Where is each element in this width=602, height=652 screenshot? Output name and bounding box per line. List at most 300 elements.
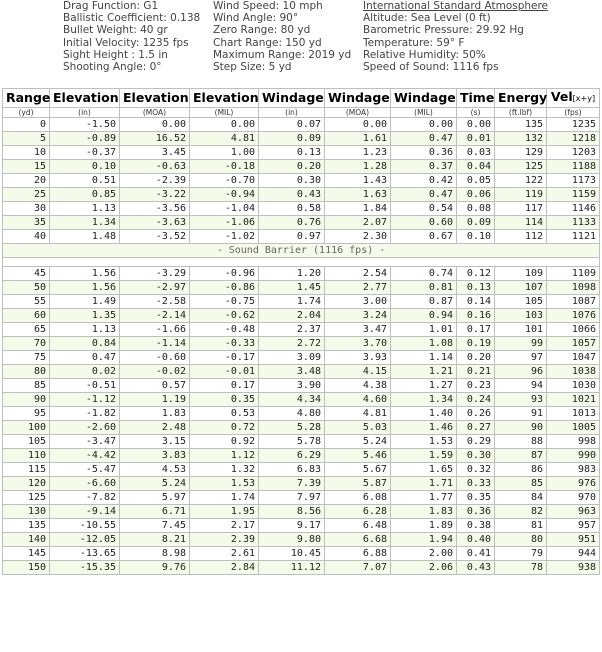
- table-row: [3, 323, 600, 337]
- cell-elevation-moa: -3.22: [120, 188, 190, 202]
- cell-elevation-moa: 5.24: [120, 477, 190, 491]
- cell-velocity: 1005: [547, 421, 600, 435]
- cell-elevation-moa: 0.57: [120, 379, 190, 393]
- unit-windage-in: (in): [259, 108, 325, 118]
- cell-energy: 112: [495, 230, 547, 244]
- cell-time: 0.30: [457, 449, 495, 463]
- cell-elevation-moa: 1.83: [120, 407, 190, 421]
- cell-velocity: 998: [547, 435, 600, 449]
- cell-time: 0.05: [457, 174, 495, 188]
- cell-velocity: 938: [547, 561, 600, 575]
- cell-windage-in: 8.56: [259, 505, 325, 519]
- cell-windage-in: 5.78: [259, 435, 325, 449]
- cell-elevation-mil: 2.17: [190, 519, 259, 533]
- unit-range: (yd): [3, 108, 50, 118]
- cell-windage-mil: 1.21: [391, 365, 457, 379]
- cell-time: 0.10: [457, 230, 495, 244]
- cell-windage-moa: 2.07: [325, 216, 391, 230]
- cell-elevation-in: -0.51: [50, 379, 120, 393]
- cell-windage-mil: 0.94: [391, 309, 457, 323]
- cell-elevation-in: 1.48: [50, 230, 120, 244]
- cell-energy: 88: [495, 435, 547, 449]
- cell-energy: 135: [495, 118, 547, 132]
- table-row: [3, 230, 600, 244]
- cell-elevation-moa: 0.00: [120, 118, 190, 132]
- cell-elevation-moa: 7.45: [120, 519, 190, 533]
- cell-elevation-mil: -0.86: [190, 281, 259, 295]
- cell-elevation-moa: 3.15: [120, 435, 190, 449]
- cell-energy: 82: [495, 505, 547, 519]
- cell-velocity: 1173: [547, 174, 600, 188]
- cell-time: 0.32: [457, 463, 495, 477]
- table-row: [3, 160, 600, 174]
- cell-windage-in: 5.28: [259, 421, 325, 435]
- table-units-row: [3, 108, 600, 118]
- cell-range: 105: [3, 435, 50, 449]
- cell-elevation-mil: 0.53: [190, 407, 259, 421]
- cell-elevation-in: -15.35: [50, 561, 120, 575]
- cell-windage-moa: 1.84: [325, 202, 391, 216]
- header-windage-moa: Windage: [325, 89, 391, 108]
- cell-elevation-mil: 0.17: [190, 379, 259, 393]
- cell-windage-mil: 1.59: [391, 449, 457, 463]
- cell-time: 0.00: [457, 118, 495, 132]
- header-elevation-moa: Elevation: [120, 89, 190, 108]
- cell-elevation-in: -12.05: [50, 533, 120, 547]
- cell-elevation-in: 1.56: [50, 281, 120, 295]
- cell-windage-in: 0.30: [259, 174, 325, 188]
- cell-windage-in: 9.17: [259, 519, 325, 533]
- header-elevation-in: Elevation: [50, 89, 120, 108]
- cell-windage-mil: 1.94: [391, 533, 457, 547]
- cell-elevation-mil: -0.70: [190, 174, 259, 188]
- cell-windage-moa: 5.24: [325, 435, 391, 449]
- cell-time: 0.13: [457, 281, 495, 295]
- cell-elevation-mil: 1.53: [190, 477, 259, 491]
- cell-velocity: 1121: [547, 230, 600, 244]
- cell-velocity: 951: [547, 533, 600, 547]
- table-header-row: [3, 89, 600, 108]
- cell-elevation-in: 0.02: [50, 365, 120, 379]
- unit-elevation-in: (in): [50, 108, 120, 118]
- cell-range: 110: [3, 449, 50, 463]
- unit-elevation-mil: (MIL): [190, 108, 259, 118]
- header-elevation-mil: Elevation: [190, 89, 259, 108]
- table-row: [3, 491, 600, 505]
- cell-windage-moa: 4.81: [325, 407, 391, 421]
- cell-time: 0.06: [457, 188, 495, 202]
- cell-elevation-moa: -0.63: [120, 160, 190, 174]
- cell-windage-in: 3.48: [259, 365, 325, 379]
- drag-function-label: Drag Function: G1: [63, 0, 159, 12]
- table-row: [3, 477, 600, 491]
- cell-energy: 79: [495, 547, 547, 561]
- cell-elevation-moa: -0.60: [120, 351, 190, 365]
- cell-windage-in: 4.34: [259, 393, 325, 407]
- cell-windage-moa: 6.28: [325, 505, 391, 519]
- cell-range: 0: [3, 118, 50, 132]
- cell-elevation-in: -1.50: [50, 118, 120, 132]
- cell-elevation-mil: -1.02: [190, 230, 259, 244]
- cell-elevation-moa: -1.66: [120, 323, 190, 337]
- cell-velocity: 1098: [547, 281, 600, 295]
- cell-elevation-mil: -1.06: [190, 216, 259, 230]
- table-row: [3, 267, 600, 281]
- cell-elevation-in: 1.56: [50, 267, 120, 281]
- cell-windage-mil: 0.36: [391, 146, 457, 160]
- cell-energy: 85: [495, 477, 547, 491]
- atmosphere-link[interactable]: International Standard Atmosphere: [363, 0, 549, 12]
- cell-elevation-in: -1.12: [50, 393, 120, 407]
- cell-windage-mil: 0.54: [391, 202, 457, 216]
- cell-windage-moa: 2.54: [325, 267, 391, 281]
- cell-elevation-moa: 2.48: [120, 421, 190, 435]
- cell-elevation-moa: 9.76: [120, 561, 190, 575]
- cell-elevation-in: 1.35: [50, 309, 120, 323]
- cell-elevation-in: 0.51: [50, 174, 120, 188]
- cell-elevation-mil: 1.00: [190, 146, 259, 160]
- table-row: [3, 216, 600, 230]
- cell-windage-in: 2.37: [259, 323, 325, 337]
- cell-range: 35: [3, 216, 50, 230]
- cell-elevation-in: -4.42: [50, 449, 120, 463]
- cell-velocity: 1021: [547, 393, 600, 407]
- cell-elevation-mil: 0.72: [190, 421, 259, 435]
- cell-windage-in: 3.09: [259, 351, 325, 365]
- cell-windage-in: 3.90: [259, 379, 325, 393]
- cell-windage-in: 2.72: [259, 337, 325, 351]
- cell-windage-mil: 1.27: [391, 379, 457, 393]
- cell-windage-moa: 6.68: [325, 533, 391, 547]
- cell-windage-moa: 1.61: [325, 132, 391, 146]
- cell-elevation-mil: -1.04: [190, 202, 259, 216]
- cell-windage-in: 6.83: [259, 463, 325, 477]
- cell-elevation-moa: 8.98: [120, 547, 190, 561]
- cell-time: 0.24: [457, 393, 495, 407]
- cell-elevation-mil: 0.35: [190, 393, 259, 407]
- spacer-row: [3, 258, 600, 267]
- table-row: [3, 132, 600, 146]
- cell-velocity: 957: [547, 519, 600, 533]
- cell-energy: 86: [495, 463, 547, 477]
- cell-windage-moa: 6.08: [325, 491, 391, 505]
- spacer-cell: [3, 258, 600, 267]
- cell-elevation-moa: -3.63: [120, 216, 190, 230]
- cell-range: 60: [3, 309, 50, 323]
- cell-range: 20: [3, 174, 50, 188]
- table-row: [3, 365, 600, 379]
- cell-windage-mil: 1.40: [391, 407, 457, 421]
- cell-elevation-in: -0.37: [50, 146, 120, 160]
- cell-velocity: 944: [547, 547, 600, 561]
- table-row: [3, 407, 600, 421]
- cell-windage-moa: 5.03: [325, 421, 391, 435]
- unit-velocity: (fps): [547, 108, 600, 118]
- cell-elevation-mil: 0.00: [190, 118, 259, 132]
- cell-windage-mil: 1.77: [391, 491, 457, 505]
- temperature-label: Temperature: 59° F: [363, 36, 465, 49]
- cell-time: 0.12: [457, 267, 495, 281]
- header-windage-mil: Windage: [391, 89, 457, 108]
- cell-elevation-mil: -0.33: [190, 337, 259, 351]
- cell-windage-moa: 5.46: [325, 449, 391, 463]
- cell-elevation-moa: 8.21: [120, 533, 190, 547]
- cell-elevation-moa: 1.19: [120, 393, 190, 407]
- cell-windage-in: 6.29: [259, 449, 325, 463]
- cell-windage-moa: 6.88: [325, 547, 391, 561]
- cell-energy: 99: [495, 337, 547, 351]
- cell-time: 0.20: [457, 351, 495, 365]
- cell-velocity: 1203: [547, 146, 600, 160]
- cell-energy: 94: [495, 379, 547, 393]
- cell-windage-moa: 3.47: [325, 323, 391, 337]
- cell-energy: 84: [495, 491, 547, 505]
- table-row: [3, 393, 600, 407]
- cell-energy: 87: [495, 449, 547, 463]
- ballistics-table: [2, 88, 600, 575]
- unit-elevation-moa: (MOA): [120, 108, 190, 118]
- cell-elevation-in: -6.60: [50, 477, 120, 491]
- zero-range-label: Zero Range: 80 yd: [213, 24, 311, 37]
- cell-energy: 122: [495, 174, 547, 188]
- cell-time: 0.36: [457, 505, 495, 519]
- relative-humidity-label: Relative Humidity: 50%: [363, 48, 486, 61]
- cell-elevation-moa: -2.39: [120, 174, 190, 188]
- altitude-label: Altitude: Sea Level (0 ft): [363, 12, 491, 25]
- table-row: [3, 379, 600, 393]
- cell-range: 25: [3, 188, 50, 202]
- cell-energy: 80: [495, 533, 547, 547]
- cell-windage-in: 0.43: [259, 188, 325, 202]
- cell-windage-mil: 0.87: [391, 295, 457, 309]
- parameters-panel: [0, 0, 602, 88]
- cell-range: 55: [3, 295, 50, 309]
- cell-elevation-in: 1.13: [50, 202, 120, 216]
- table-row: [3, 281, 600, 295]
- cell-range: 135: [3, 519, 50, 533]
- cell-velocity: 963: [547, 505, 600, 519]
- cell-time: 0.04: [457, 160, 495, 174]
- cell-time: 0.38: [457, 519, 495, 533]
- table-row: [3, 202, 600, 216]
- cell-windage-mil: 2.00: [391, 547, 457, 561]
- cell-elevation-moa: 16.52: [120, 132, 190, 146]
- table-row: [3, 295, 600, 309]
- table-row: [3, 435, 600, 449]
- cell-time: 0.35: [457, 491, 495, 505]
- barometric-pressure-label: Barometric Pressure: 29.92 Hg: [363, 24, 524, 37]
- cell-range: 30: [3, 202, 50, 216]
- cell-energy: 91: [495, 407, 547, 421]
- cell-elevation-in: -2.60: [50, 421, 120, 435]
- cell-energy: 125: [495, 160, 547, 174]
- cell-windage-moa: 2.30: [325, 230, 391, 244]
- cell-elevation-moa: 4.53: [120, 463, 190, 477]
- cell-energy: 107: [495, 281, 547, 295]
- cell-windage-in: 0.09: [259, 132, 325, 146]
- cell-elevation-in: 0.84: [50, 337, 120, 351]
- cell-windage-in: 1.45: [259, 281, 325, 295]
- table-row: [3, 351, 600, 365]
- cell-energy: 81: [495, 519, 547, 533]
- cell-elevation-mil: 2.84: [190, 561, 259, 575]
- cell-windage-moa: 5.87: [325, 477, 391, 491]
- range-parameters: [213, 0, 351, 73]
- cell-elevation-in: 0.85: [50, 188, 120, 202]
- cell-energy: 119: [495, 188, 547, 202]
- cell-elevation-mil: -0.48: [190, 323, 259, 337]
- cell-windage-moa: 7.07: [325, 561, 391, 575]
- cell-elevation-in: 0.47: [50, 351, 120, 365]
- maximum-range-label: Maximum Range: 2019 yd: [213, 48, 352, 61]
- table-row: [3, 561, 600, 575]
- cell-windage-mil: 1.89: [391, 519, 457, 533]
- cell-time: 0.23: [457, 379, 495, 393]
- cell-windage-moa: 2.77: [325, 281, 391, 295]
- cell-time: 0.40: [457, 533, 495, 547]
- cell-energy: 132: [495, 132, 547, 146]
- table-row: [3, 309, 600, 323]
- cell-windage-mil: 1.83: [391, 505, 457, 519]
- cell-windage-in: 0.58: [259, 202, 325, 216]
- cell-time: 0.33: [457, 477, 495, 491]
- sound-barrier-label: - Sound Barrier (1116 fps) -: [3, 244, 600, 258]
- cell-elevation-mil: -0.01: [190, 365, 259, 379]
- cell-energy: 97: [495, 351, 547, 365]
- cell-elevation-moa: -3.29: [120, 267, 190, 281]
- wind-angle-label: Wind Angle: 90°: [213, 12, 299, 25]
- cell-velocity: 970: [547, 491, 600, 505]
- cell-elevation-in: -13.65: [50, 547, 120, 561]
- cell-windage-in: 7.39: [259, 477, 325, 491]
- cell-time: 0.14: [457, 295, 495, 309]
- unit-energy: (ft.lbf): [495, 108, 547, 118]
- cell-range: 40: [3, 230, 50, 244]
- header-velocity-label: Vel: [550, 89, 573, 104]
- cell-windage-in: 0.20: [259, 160, 325, 174]
- cell-elevation-in: -9.14: [50, 505, 120, 519]
- header-velocity-sub: [x+y]: [572, 94, 596, 103]
- cell-windage-mil: 1.46: [391, 421, 457, 435]
- cell-windage-mil: 1.08: [391, 337, 457, 351]
- cell-windage-mil: 1.53: [391, 435, 457, 449]
- cell-velocity: 976: [547, 477, 600, 491]
- cell-time: 0.27: [457, 421, 495, 435]
- cell-windage-mil: 0.67: [391, 230, 457, 244]
- cell-time: 0.03: [457, 146, 495, 160]
- cell-range: 15: [3, 160, 50, 174]
- cell-velocity: 1066: [547, 323, 600, 337]
- cell-windage-in: 1.20: [259, 267, 325, 281]
- step-size-label: Step Size: 5 yd: [213, 61, 292, 74]
- cell-energy: 103: [495, 309, 547, 323]
- cell-windage-moa: 4.15: [325, 365, 391, 379]
- cell-windage-moa: 0.00: [325, 118, 391, 132]
- cell-energy: 109: [495, 267, 547, 281]
- cell-velocity: 983: [547, 463, 600, 477]
- table-row: [3, 547, 600, 561]
- cell-windage-in: 2.04: [259, 309, 325, 323]
- projectile-parameters: [63, 0, 200, 73]
- cell-windage-moa: 1.23: [325, 146, 391, 160]
- cell-elevation-mil: 1.32: [190, 463, 259, 477]
- cell-velocity: 990: [547, 449, 600, 463]
- cell-windage-in: 0.97: [259, 230, 325, 244]
- table-row: [3, 421, 600, 435]
- cell-elevation-mil: -0.18: [190, 160, 259, 174]
- bullet-weight-label: Bullet Weight: 40 gr: [63, 24, 168, 37]
- cell-elevation-mil: -0.96: [190, 267, 259, 281]
- cell-velocity: 1013: [547, 407, 600, 421]
- cell-energy: 114: [495, 216, 547, 230]
- table-row: [3, 463, 600, 477]
- cell-elevation-in: -10.55: [50, 519, 120, 533]
- ballistic-coefficient-label: Ballistic Coefficient: 0.138: [63, 12, 201, 25]
- cell-windage-mil: 0.74: [391, 267, 457, 281]
- cell-elevation-mil: 1.12: [190, 449, 259, 463]
- cell-windage-moa: 4.60: [325, 393, 391, 407]
- cell-elevation-in: 0.10: [50, 160, 120, 174]
- cell-range: 70: [3, 337, 50, 351]
- cell-windage-in: 4.80: [259, 407, 325, 421]
- cell-windage-mil: 0.37: [391, 160, 457, 174]
- cell-elevation-in: 1.13: [50, 323, 120, 337]
- cell-elevation-moa: 5.97: [120, 491, 190, 505]
- cell-energy: 117: [495, 202, 547, 216]
- cell-windage-moa: 5.67: [325, 463, 391, 477]
- cell-elevation-moa: -3.52: [120, 230, 190, 244]
- cell-windage-in: 11.12: [259, 561, 325, 575]
- cell-elevation-mil: 2.39: [190, 533, 259, 547]
- cell-range: 50: [3, 281, 50, 295]
- header-energy: Energy: [495, 89, 547, 108]
- cell-windage-moa: 6.48: [325, 519, 391, 533]
- cell-windage-moa: 3.93: [325, 351, 391, 365]
- cell-windage-mil: 2.06: [391, 561, 457, 575]
- cell-elevation-mil: 0.92: [190, 435, 259, 449]
- sight-height-label: Sight Height : 1.5 in: [63, 48, 168, 61]
- table-row: [3, 449, 600, 463]
- cell-windage-mil: 0.47: [391, 188, 457, 202]
- cell-energy: 129: [495, 146, 547, 160]
- cell-velocity: 1109: [547, 267, 600, 281]
- cell-range: 80: [3, 365, 50, 379]
- cell-elevation-mil: -0.17: [190, 351, 259, 365]
- cell-elevation-mil: -0.75: [190, 295, 259, 309]
- cell-windage-moa: 3.24: [325, 309, 391, 323]
- cell-range: 10: [3, 146, 50, 160]
- header-windage-in: Windage: [259, 89, 325, 108]
- cell-windage-mil: 1.65: [391, 463, 457, 477]
- cell-elevation-mil: 2.61: [190, 547, 259, 561]
- cell-range: 95: [3, 407, 50, 421]
- cell-windage-mil: 0.42: [391, 174, 457, 188]
- header-range: Range: [3, 89, 50, 108]
- shooting-angle-label: Shooting Angle: 0°: [63, 61, 162, 74]
- cell-elevation-in: -3.47: [50, 435, 120, 449]
- cell-range: 75: [3, 351, 50, 365]
- cell-range: 140: [3, 533, 50, 547]
- cell-energy: 93: [495, 393, 547, 407]
- cell-windage-moa: 3.70: [325, 337, 391, 351]
- cell-range: 85: [3, 379, 50, 393]
- table-row: [3, 533, 600, 547]
- cell-velocity: 1218: [547, 132, 600, 146]
- cell-elevation-in: 1.34: [50, 216, 120, 230]
- cell-elevation-in: -1.82: [50, 407, 120, 421]
- cell-windage-in: 9.80: [259, 533, 325, 547]
- cell-time: 0.01: [457, 132, 495, 146]
